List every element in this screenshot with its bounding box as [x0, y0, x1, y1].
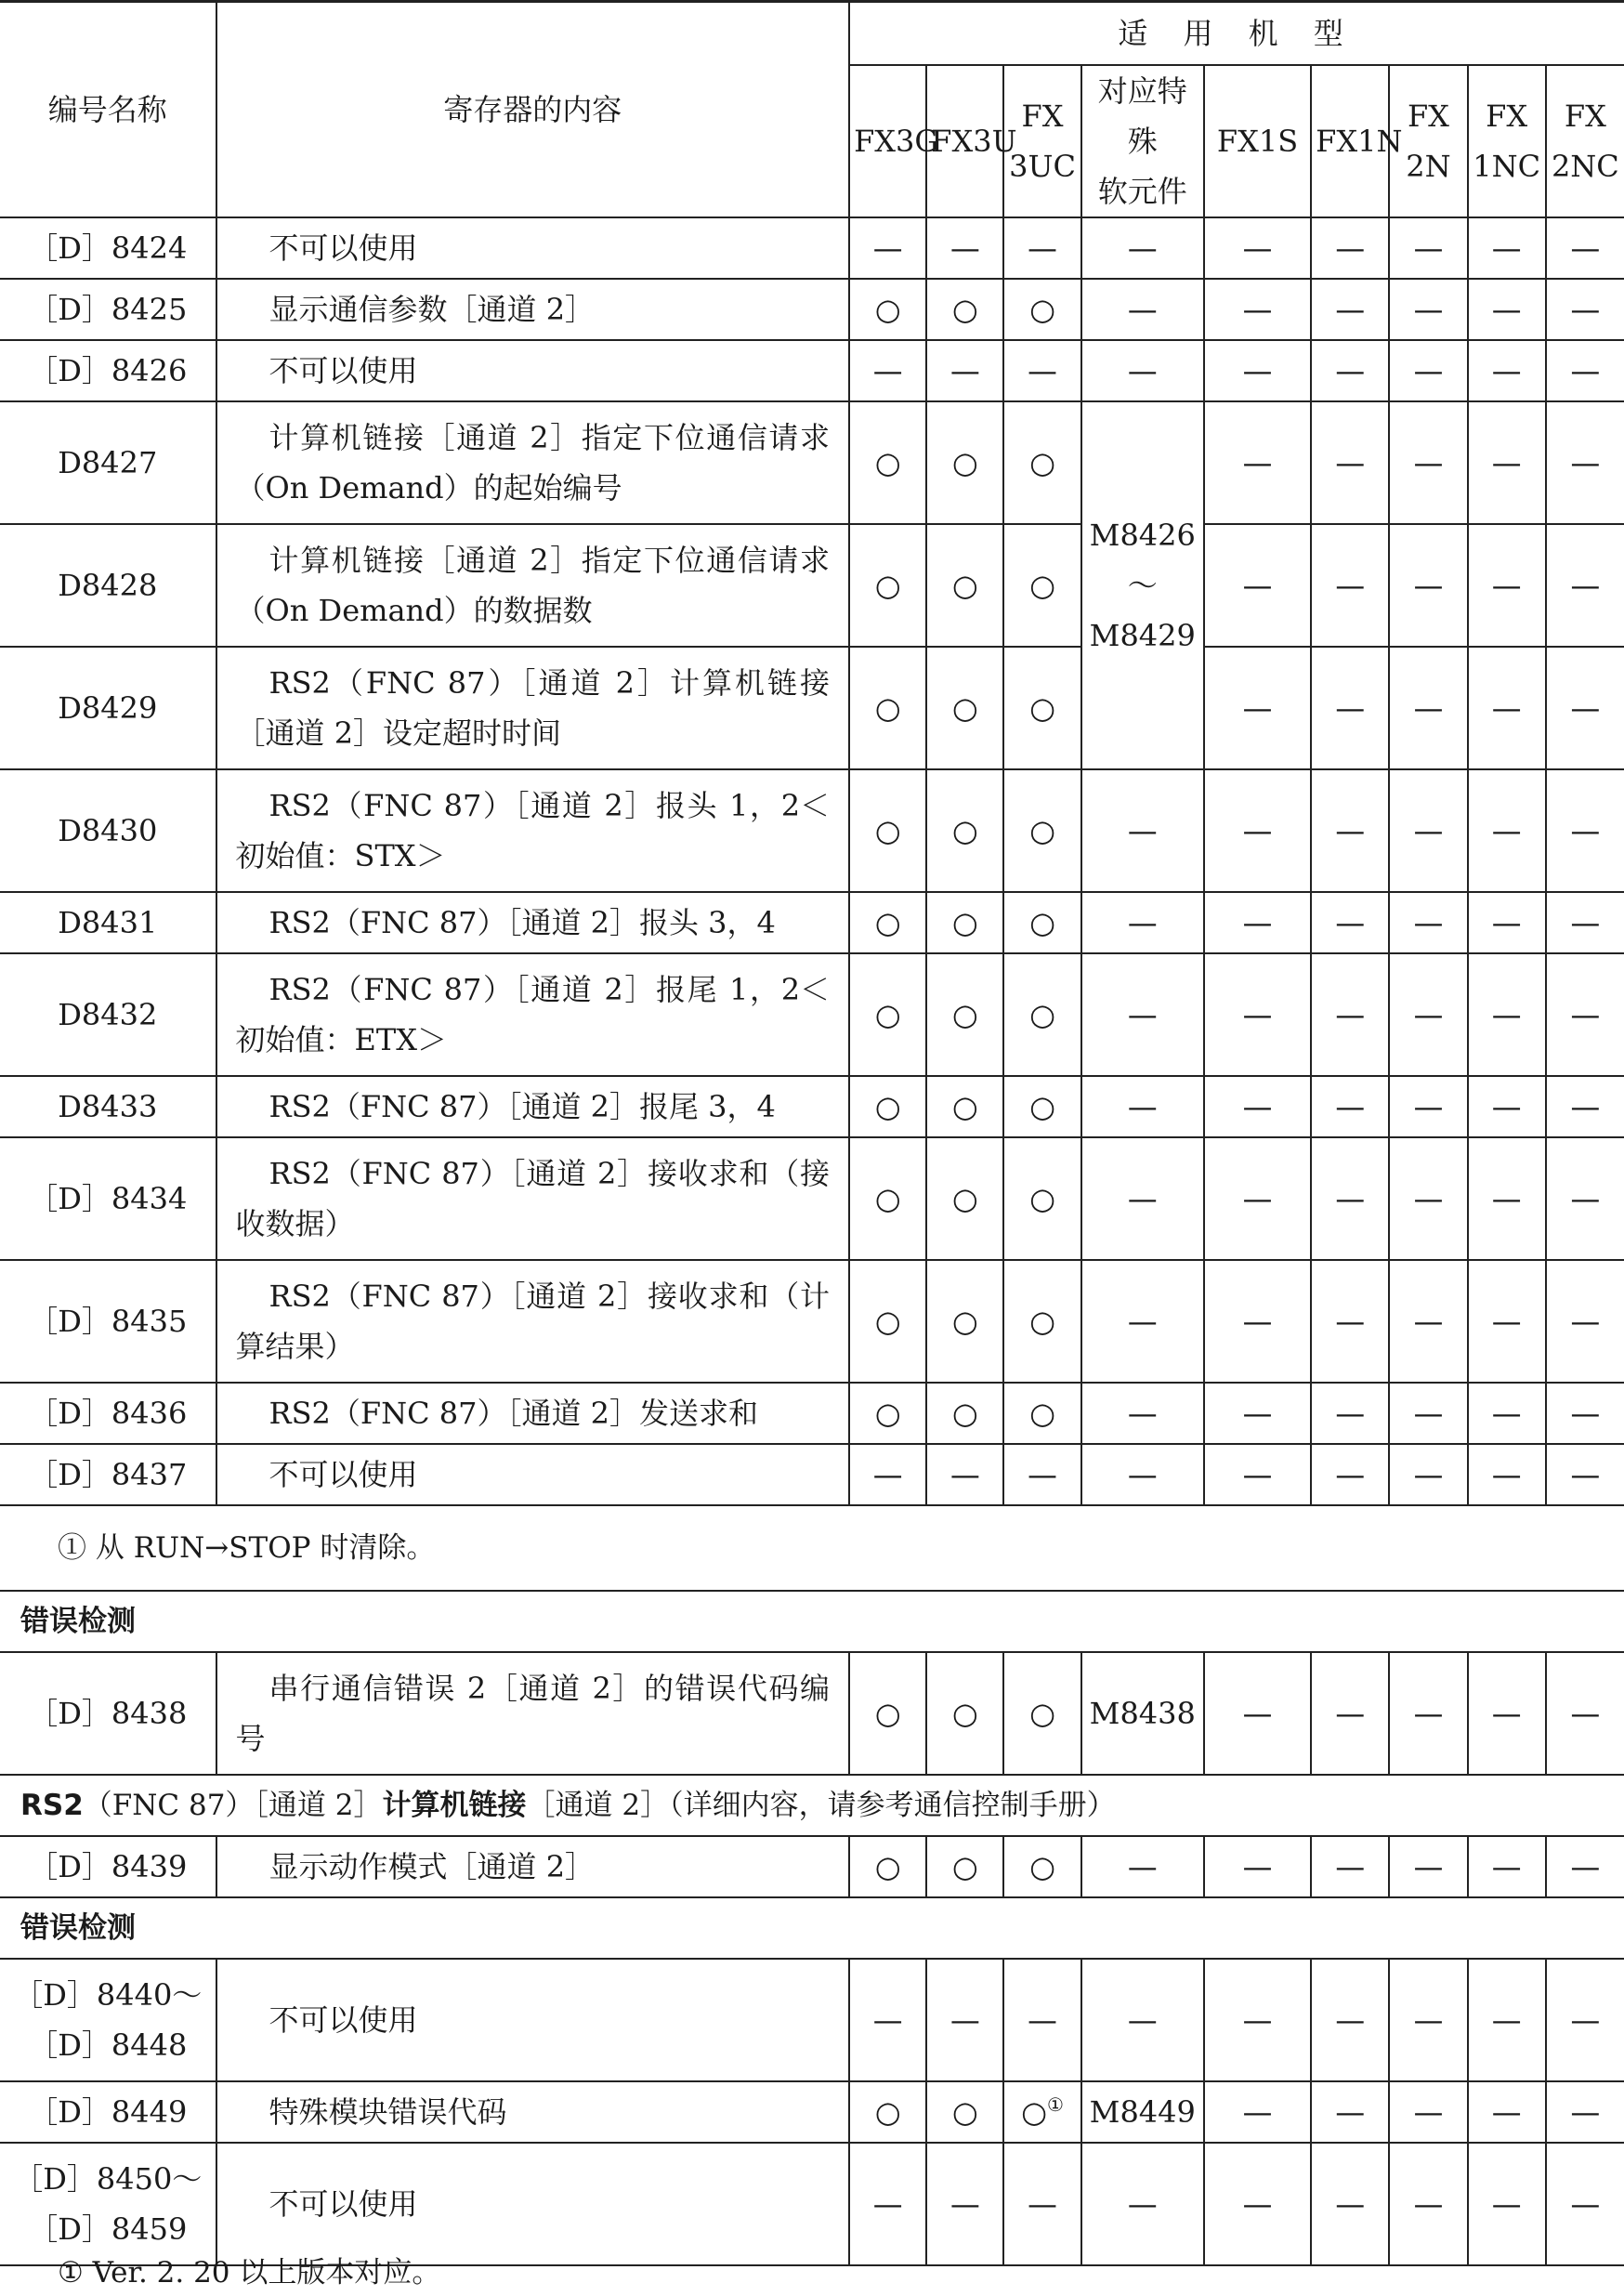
- applicability-mark: —: [1204, 1444, 1311, 1505]
- applicability-mark: ○: [849, 769, 926, 892]
- description-text: 特殊模块错误代码: [268, 2094, 507, 2130]
- header-model-line: 对应特殊: [1097, 73, 1187, 159]
- applicability-mark: —: [1468, 340, 1546, 401]
- applicability-mark: —: [849, 340, 926, 401]
- applicability-mark: ○: [1003, 1076, 1080, 1137]
- applicability-mark: —: [1546, 2143, 1624, 2265]
- applicability-mark: —: [1546, 769, 1624, 892]
- section-heading-part: 计算机链接: [382, 1789, 527, 1822]
- header-models-group: 适 用 机 型: [849, 2, 1624, 66]
- description-text: 计算机链接［通道 2］指定下位通信请求（On Demand）的数据数: [235, 543, 831, 628]
- special-device-line: M8429: [1089, 618, 1196, 653]
- applicability-mark: —: [1546, 1076, 1624, 1137]
- description-text: RS2（FNC 87）［通道 2］发送求和: [268, 1396, 759, 1431]
- header-model-line: FX1N: [1316, 124, 1403, 159]
- applicability-mark: —: [1468, 1076, 1546, 1137]
- register-description: [216, 524, 850, 647]
- applicability-mark: —: [1311, 1260, 1389, 1383]
- table-note-row: [0, 1505, 1624, 1591]
- applicability-mark: —: [1468, 892, 1546, 953]
- applicability-mark: ○: [926, 279, 1003, 340]
- applicability-mark: —: [1389, 769, 1467, 892]
- applicability-mark: ○: [926, 1836, 1003, 1897]
- register-description: [216, 217, 850, 279]
- table-note: ① 从 RUN→STOP 时清除。: [0, 1505, 1624, 1591]
- header-model-line: FX3U: [931, 124, 1017, 159]
- applicability-mark: —: [1389, 279, 1467, 340]
- header-content: 寄存器的内容: [216, 2, 850, 218]
- applicability-mark: —: [1204, 2081, 1311, 2143]
- register-code: D8428: [0, 524, 216, 647]
- applicability-mark: —: [1389, 953, 1467, 1076]
- register-description: [216, 1836, 850, 1897]
- applicability-mark: ○: [1003, 1383, 1080, 1444]
- applicability-mark: ○: [926, 1383, 1003, 1444]
- applicability-mark: —: [1311, 1444, 1389, 1505]
- footnote: ① Ver. 2. 20 以上版本对应。: [58, 2256, 441, 2289]
- applicability-mark: ○: [1003, 892, 1080, 953]
- description-text: 串行通信错误 2［通道 2］的错误代码编号: [235, 1671, 831, 1756]
- applicability-mark: —: [1081, 953, 1204, 1076]
- applicability-mark: ○: [1003, 279, 1080, 340]
- applicability-mark: —: [1081, 2143, 1204, 2265]
- applicability-mark: —: [1546, 279, 1624, 340]
- applicability-mark: ○: [926, 401, 1003, 524]
- register-code: ［D］8438: [0, 1652, 216, 1775]
- section-heading-rs2: [0, 1775, 1624, 1836]
- table-row: [0, 953, 1624, 1076]
- table-row: [0, 647, 1624, 769]
- applicability-mark: —: [1311, 2081, 1389, 2143]
- applicability-mark: ○: [1003, 401, 1080, 524]
- register-code: ［D］8439: [0, 1836, 216, 1897]
- header-model: [1468, 65, 1546, 217]
- applicability-mark: ○: [849, 524, 926, 647]
- header-model: [1546, 65, 1624, 217]
- applicability-mark: ○: [1003, 647, 1080, 769]
- applicability-mark: —: [1204, 340, 1311, 401]
- table-row: [0, 892, 1624, 953]
- applicability-mark: —: [1468, 1836, 1546, 1897]
- register-code: ［D］8426: [0, 340, 216, 401]
- description-text: 显示通信参数［通道 2］: [268, 292, 596, 327]
- register-code-line: ［D］8450～: [13, 2161, 203, 2197]
- applicability-mark: ○: [849, 647, 926, 769]
- header-model-line: FX: [1564, 98, 1606, 134]
- applicability-mark: —: [926, 217, 1003, 279]
- applicability-mark: —: [1468, 2081, 1546, 2143]
- applicability-mark: —: [1003, 340, 1080, 401]
- applicability-mark: —: [1311, 1383, 1389, 1444]
- applicability-mark: —: [1081, 1836, 1204, 1897]
- applicability-mark: —: [1204, 279, 1311, 340]
- applicability-mark: —: [1311, 647, 1389, 769]
- applicability-mark: —: [1546, 1959, 1624, 2081]
- table-row: [0, 1137, 1624, 1260]
- section-heading-part: ［通道 2］（详细内容，请参考通信控制手册）: [526, 1789, 1116, 1822]
- applicability-mark: ○: [926, 1137, 1003, 1260]
- header-model-line: FX: [1407, 98, 1449, 134]
- applicability-mark: —: [1081, 1260, 1204, 1383]
- register-code: D8429: [0, 647, 216, 769]
- applicability-mark: —: [1468, 1260, 1546, 1383]
- applicability-mark: —: [1311, 1836, 1389, 1897]
- applicability-mark: —: [1003, 2143, 1080, 2265]
- applicability-mark: ○: [849, 1383, 926, 1444]
- applicability-mark: ○: [926, 769, 1003, 892]
- applicability-mark: —: [1311, 1959, 1389, 2081]
- description-text: RS2（FNC 87）［通道 2］报头 1，2＜初始值：STX＞: [235, 788, 831, 873]
- applicability-mark: —: [1546, 401, 1624, 524]
- applicability-mark: ○: [849, 1076, 926, 1137]
- section-row: [0, 1897, 1624, 1959]
- register-description: [216, 1383, 850, 1444]
- applicability-mark: ○: [926, 1652, 1003, 1775]
- applicability-mark: —: [1546, 1444, 1624, 1505]
- applicability-mark: ○: [849, 953, 926, 1076]
- applicability-mark: —: [1311, 217, 1389, 279]
- applicability-mark: ○: [849, 2081, 926, 2143]
- applicability-mark: —: [1389, 1260, 1467, 1383]
- description-text: 计算机链接［通道 2］指定下位通信请求（On Demand）的起始编号: [235, 420, 831, 505]
- header-model: [1311, 65, 1403, 217]
- applicability-mark: —: [1081, 769, 1204, 892]
- register-code: D8427: [0, 401, 216, 524]
- applicability-mark: —: [1468, 953, 1546, 1076]
- applicability-mark: —: [1204, 1137, 1311, 1260]
- header-model-line: FX: [1021, 98, 1064, 134]
- applicability-mark: ○: [1003, 769, 1080, 892]
- applicability-mark: ○: [926, 647, 1003, 769]
- description-text: 不可以使用: [268, 2002, 418, 2038]
- table-row: [0, 1959, 1624, 2081]
- applicability-mark: ○: [1003, 524, 1080, 647]
- applicability-mark: —: [1468, 769, 1546, 892]
- register-code: D8433: [0, 1076, 216, 1137]
- register-description: [216, 340, 850, 401]
- applicability-mark: —: [1468, 1383, 1546, 1444]
- applicability-mark: —: [1389, 1959, 1467, 2081]
- applicability-mark: —: [1389, 401, 1467, 524]
- applicability-mark: —: [1389, 1383, 1467, 1444]
- table-header-row: [0, 2, 1624, 66]
- applicability-mark: —: [1204, 1383, 1311, 1444]
- applicability-mark: M8449: [1081, 2081, 1204, 2143]
- applicability-mark: —: [1546, 892, 1624, 953]
- applicability-mark: —: [1204, 647, 1311, 769]
- applicability-mark: —: [1389, 647, 1467, 769]
- register-code-line: ［D］8440～: [13, 1977, 203, 2013]
- applicability-mark: —: [1389, 2081, 1467, 2143]
- register-code: ［D］8435: [0, 1260, 216, 1383]
- applicability-mark: —: [1468, 2143, 1546, 2265]
- applicability-mark: —: [1311, 892, 1389, 953]
- header-model: [1081, 65, 1204, 217]
- applicability-mark: —: [1204, 1836, 1311, 1897]
- applicability-mark: ○: [1003, 953, 1080, 1076]
- applicability-mark: —: [1546, 340, 1624, 401]
- description-text: RS2（FNC 87）［通道 2］计算机链接［通道 2］设定超时时间: [235, 665, 831, 751]
- section-heading-error-detection: 错误检测: [0, 1591, 1624, 1652]
- header-model: [1204, 65, 1311, 217]
- table-row: [0, 1836, 1624, 1897]
- applicability-mark: ○: [1003, 1260, 1080, 1383]
- table-row: [0, 340, 1624, 401]
- register-description: [216, 1444, 850, 1505]
- applicability-mark: ○: [849, 1652, 926, 1775]
- header-model-line: 软元件: [1097, 174, 1187, 209]
- applicability-mark: —: [849, 2143, 926, 2265]
- applicability-mark: ○①: [1003, 2081, 1080, 2143]
- applicability-mark: —: [1204, 401, 1311, 524]
- table-row: [0, 279, 1624, 340]
- applicability-mark: —: [1311, 401, 1389, 524]
- applicability-mark: —: [1081, 1383, 1204, 1444]
- applicability-mark: —: [1204, 2143, 1311, 2265]
- applicability-mark: —: [1389, 340, 1467, 401]
- register-code: [0, 1959, 216, 2081]
- description-text: 显示动作模式［通道 2］: [268, 1849, 596, 1884]
- applicability-mark: —: [1311, 1652, 1389, 1775]
- register-description: [216, 1137, 850, 1260]
- register-code-line: ［D］8459: [28, 2211, 188, 2247]
- table-row: [0, 401, 1624, 524]
- applicability-mark: —: [849, 1444, 926, 1505]
- applicability-mark: ○: [849, 1260, 926, 1383]
- applicability-mark: —: [1546, 524, 1624, 647]
- applicability-mark: ○: [1003, 1652, 1080, 1775]
- register-description: [216, 1959, 850, 2081]
- table-row: [0, 1076, 1624, 1137]
- register-description: [216, 1260, 850, 1383]
- register-description: [216, 1076, 850, 1137]
- applicability-mark: —: [1204, 1076, 1311, 1137]
- header-model: [926, 65, 1017, 217]
- description-text: 不可以使用: [268, 2186, 418, 2222]
- special-device-merged: [1081, 401, 1204, 769]
- applicability-mark: —: [1204, 217, 1311, 279]
- description-text: RS2（FNC 87）［通道 2］报尾 1，2＜初始值：ETX＞: [235, 972, 831, 1057]
- table-row: [0, 2143, 1624, 2265]
- applicability-mark: —: [849, 1959, 926, 2081]
- register-code: D8432: [0, 953, 216, 1076]
- header-code: 编号名称: [0, 2, 216, 218]
- applicability-mark: —: [1468, 1652, 1546, 1775]
- section-heading-part: RS2: [20, 1789, 84, 1822]
- register-description: [216, 953, 850, 1076]
- applicability-mark: —: [1546, 647, 1624, 769]
- table-row: [0, 1383, 1624, 1444]
- register-code: [0, 2143, 216, 2265]
- applicability-mark: —: [1389, 892, 1467, 953]
- description-text: RS2（FNC 87）［通道 2］报头 3，4: [268, 905, 776, 940]
- table-row: [0, 1652, 1624, 1775]
- header-model-line: FX1S: [1216, 124, 1299, 159]
- applicability-mark: —: [1003, 1444, 1080, 1505]
- description-text: RS2（FNC 87）［通道 2］报尾 3，4: [268, 1089, 776, 1124]
- applicability-mark: —: [1389, 1836, 1467, 1897]
- section-heading-part: （FNC 87）［通道 2］: [83, 1789, 383, 1822]
- applicability-mark: ○: [849, 1137, 926, 1260]
- applicability-mark: —: [1389, 217, 1467, 279]
- applicability-mark: ○: [849, 401, 926, 524]
- section-heading-error-detection: 错误检测: [0, 1897, 1624, 1959]
- header-model-line: 2NC: [1551, 149, 1619, 184]
- register-description: [216, 2143, 850, 2265]
- applicability-mark: —: [926, 1959, 1003, 2081]
- applicability-mark: —: [1081, 1137, 1204, 1260]
- applicability-mark: —: [1311, 1076, 1389, 1137]
- applicability-mark: ○: [926, 892, 1003, 953]
- header-model-line: 1NC: [1473, 149, 1541, 184]
- applicability-mark: ○: [1003, 1836, 1080, 1897]
- applicability-mark: —: [926, 1444, 1003, 1505]
- header-model-line: 2N: [1406, 149, 1451, 184]
- applicability-mark: ○: [849, 279, 926, 340]
- register-code: ［D］8425: [0, 279, 216, 340]
- header-model-line: 3UC: [1009, 149, 1076, 184]
- register-description: [216, 1652, 850, 1775]
- applicability-mark: —: [1546, 1137, 1624, 1260]
- applicability-mark: —: [926, 2143, 1003, 2265]
- footnote-marker: ①: [1047, 2093, 1064, 2116]
- special-device-line: M8426～: [1089, 518, 1196, 603]
- header-model-line: FX3G: [854, 124, 938, 159]
- register-description: [216, 279, 850, 340]
- table-row: [0, 769, 1624, 892]
- applicability-mark: —: [1081, 279, 1204, 340]
- table-row: [0, 1260, 1624, 1383]
- applicability-mark: —: [1081, 1444, 1204, 1505]
- header-model: [1003, 65, 1080, 217]
- header-model: [849, 65, 938, 217]
- register-description: [216, 647, 850, 769]
- applicability-mark: —: [1468, 401, 1546, 524]
- register-code-line: ［D］8448: [28, 2027, 188, 2063]
- table-row: [0, 1444, 1624, 1505]
- applicability-mark: —: [1546, 1383, 1624, 1444]
- register-description: [216, 401, 850, 524]
- register-code: ［D］8437: [0, 1444, 216, 1505]
- register-description: [216, 2081, 850, 2143]
- applicability-mark: —: [1311, 953, 1389, 1076]
- table-row: [0, 217, 1624, 279]
- register-code: ［D］8449: [0, 2081, 216, 2143]
- section-row: [0, 1775, 1624, 1836]
- applicability-mark: —: [1081, 1959, 1204, 2081]
- applicability-mark: —: [1311, 524, 1389, 647]
- applicability-mark: ○: [1003, 1137, 1080, 1260]
- register-description: [216, 769, 850, 892]
- applicability-mark: —: [1468, 1959, 1546, 2081]
- description-text: 不可以使用: [268, 230, 418, 266]
- applicability-mark: —: [1081, 340, 1204, 401]
- applicability-mark: —: [1389, 1444, 1467, 1505]
- applicability-mark: —: [1081, 1076, 1204, 1137]
- register-code: ［D］8436: [0, 1383, 216, 1444]
- applicability-mark: —: [1546, 1652, 1624, 1775]
- register-code: ［D］8434: [0, 1137, 216, 1260]
- applicability-mark: —: [1389, 1652, 1467, 1775]
- applicability-mark: —: [1389, 1076, 1467, 1137]
- applicability-mark: —: [1468, 1137, 1546, 1260]
- applicability-mark: ○: [849, 1836, 926, 1897]
- applicability-mark: ○: [926, 524, 1003, 647]
- applicability-mark: —: [1546, 1836, 1624, 1897]
- applicability-mark: —: [1546, 217, 1624, 279]
- description-text: 不可以使用: [268, 353, 418, 388]
- applicability-mark: —: [1081, 217, 1204, 279]
- applicability-mark: —: [1468, 1444, 1546, 1505]
- register-description: [216, 892, 850, 953]
- register-code: ［D］8424: [0, 217, 216, 279]
- register-code: D8431: [0, 892, 216, 953]
- description-text: RS2（FNC 87）［通道 2］接收求和（计算结果）: [235, 1279, 831, 1364]
- applicability-mark: —: [1204, 524, 1311, 647]
- applicability-mark: —: [1468, 524, 1546, 647]
- applicability-mark: —: [1003, 1959, 1080, 2081]
- applicability-mark: —: [1311, 2143, 1389, 2265]
- header-model-line: FX: [1486, 98, 1528, 134]
- applicability-mark: —: [1003, 217, 1080, 279]
- applicability-mark: —: [1204, 892, 1311, 953]
- applicability-mark: —: [1468, 217, 1546, 279]
- table-row: [0, 524, 1624, 647]
- applicability-mark: —: [1204, 769, 1311, 892]
- applicability-mark: ○: [926, 1076, 1003, 1137]
- applicability-mark: ○: [849, 892, 926, 953]
- applicability-mark: —: [1204, 1959, 1311, 2081]
- applicability-mark: —: [1389, 2143, 1467, 2265]
- applicability-mark: —: [1204, 953, 1311, 1076]
- applicability-mark: —: [1311, 279, 1389, 340]
- applicability-mark: —: [1546, 953, 1624, 1076]
- register-code: D8430: [0, 769, 216, 892]
- applicability-mark: —: [1389, 1137, 1467, 1260]
- applicability-mark: —: [1546, 1260, 1624, 1383]
- applicability-mark: —: [1311, 340, 1389, 401]
- section-row: [0, 1591, 1624, 1652]
- table-row: [0, 2081, 1624, 2143]
- applicability-mark: —: [1468, 279, 1546, 340]
- applicability-mark: —: [1204, 1652, 1311, 1775]
- applicability-mark: M8438: [1081, 1652, 1204, 1775]
- applicability-mark: —: [1311, 769, 1389, 892]
- applicability-mark: —: [926, 340, 1003, 401]
- applicability-mark: ○: [926, 1260, 1003, 1383]
- applicability-mark: —: [1204, 1260, 1311, 1383]
- applicability-mark: —: [849, 217, 926, 279]
- description-text: 不可以使用: [268, 1457, 418, 1492]
- description-text: RS2（FNC 87）［通道 2］接收求和（接收数据）: [235, 1156, 831, 1241]
- applicability-mark: —: [1081, 892, 1204, 953]
- applicability-mark: —: [1468, 647, 1546, 769]
- applicability-mark: ○: [926, 953, 1003, 1076]
- applicability-mark: —: [1546, 2081, 1624, 2143]
- applicability-mark: ○: [926, 2081, 1003, 2143]
- applicability-mark: —: [1311, 1137, 1389, 1260]
- applicability-mark: —: [1389, 524, 1467, 647]
